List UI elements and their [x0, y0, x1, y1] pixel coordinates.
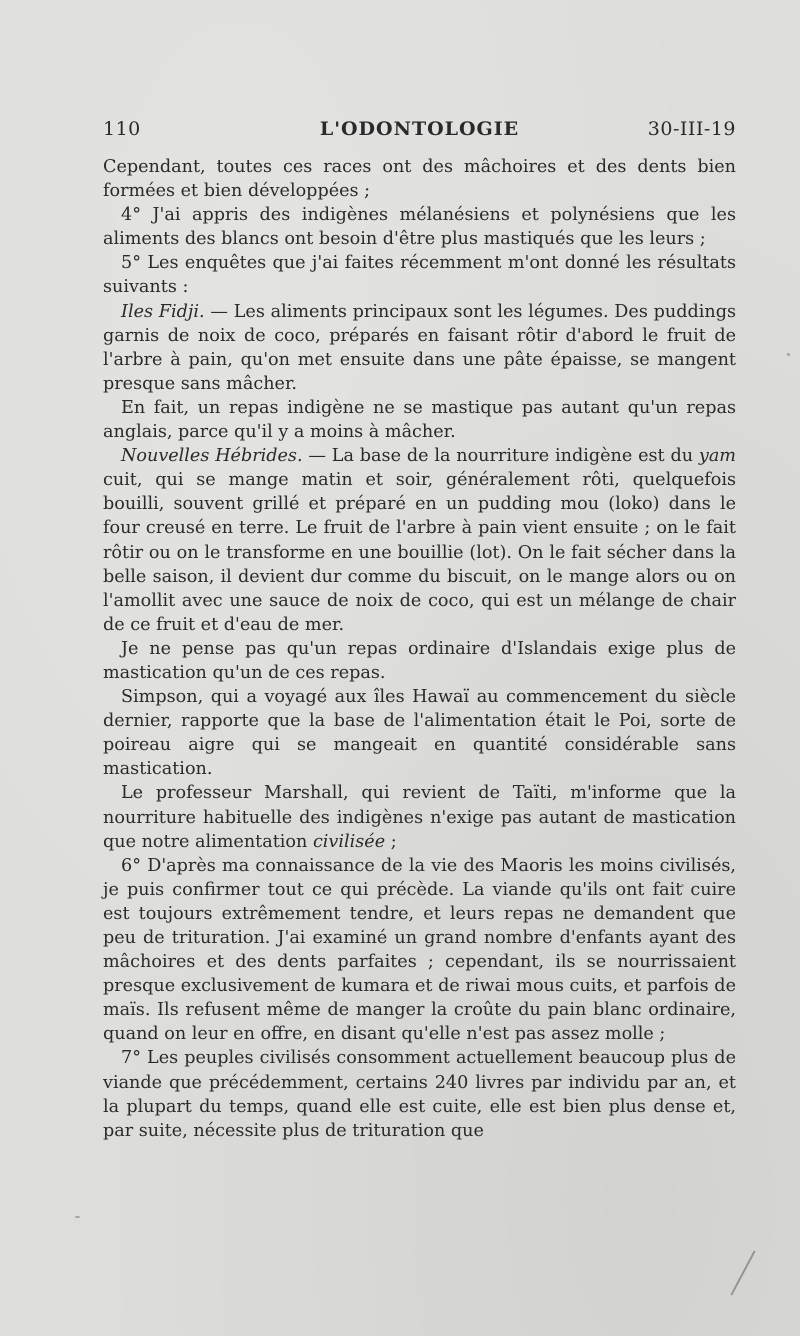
text-run: Cependant, toutes ces races ont des mâchoires et des dents bien formées et bien développées ; [103, 157, 736, 202]
body-text [103, 155, 736, 1143]
text-run: 7° Les peuples civilisés consomment actuellement beaucoup plus de viande que précédemment, certains 240 livres par individu par an, et la plupart du temps, quand elle est cuite, elle est bien plus dense et, par suite, nécessite plus de trituration que [103, 1048, 736, 1141]
paper-scratch [730, 1250, 755, 1295]
page-number: 110 [103, 118, 141, 140]
paragraph [103, 685, 736, 781]
paragraph [103, 444, 736, 637]
text-run: Simpson, qui a voyagé aux îles Hawaï au commencement du siècle dernier, rapporte que la base de l'alimentation était le Poi, sorte de poireau aigre qui se mangeait en quantité considérable sans mastication. [103, 687, 736, 780]
italic-text: Iles Fidji. [121, 301, 205, 322]
italic-text: yam [698, 446, 736, 467]
paragraph [103, 396, 736, 444]
paragraph [103, 781, 736, 853]
text-run: 4° J'ai appris des indigènes mélanésiens et polynésiens que les aliments des blancs ont besoin d'être plus mastiqués que les leurs ; [103, 205, 736, 250]
text-run: cuit, qui se mange matin et soir, généralement rôti, quelquefois bouilli, souvent grillé et préparé en un pudding mou (loko) dans le four creusé en terre. Le fruit de l'arbre à pain vient ensuite ; on le fait rôtir ou on le transforme en une bouillie (lot). On le fait sécher dans la belle saison, il devient dur comme du biscuit, on le mange alors ou on l'amollit avec une sauce de noix de coco, qui est un mélange de chair de ce fruit et d'eau de mer. [103, 470, 736, 635]
italic-text: civilisée [312, 831, 386, 852]
paragraph [103, 155, 736, 203]
text-run: — Les aliments principaux sont les légumes. Des puddings garnis de noix de coco, préparés en faisant rôtir d'abord le fruit de l'arbre à pain, qu'on met ensuite dans une pâte épaisse, se mangent presque sans mâcher. [103, 301, 736, 394]
paper-speck [75, 1216, 80, 1218]
text-run: En fait, un repas indigène ne se mastique pas autant qu'un repas anglais, parce qu'il y a moins à mâcher. [103, 397, 736, 443]
paragraph [103, 637, 736, 685]
text-run: — La base de la nourriture indigène est du [302, 446, 699, 467]
paragraph [103, 1046, 736, 1142]
paragraph [103, 854, 736, 1047]
journal-title: L'ODONTOLOGIE [319, 118, 520, 140]
paragraph [103, 203, 736, 251]
text-run: Je ne pense pas qu'un repas ordinaire d'Islandais exige plus de mastication qu'un de ces repas. [103, 638, 736, 683]
italic-text: Nouvelles Hébrides. [121, 446, 303, 467]
issue-date: 30-III-19 [647, 118, 736, 140]
running-header [103, 118, 736, 144]
paper-speck [681, 884, 684, 887]
text-run: ; [385, 831, 397, 852]
text-run: Le professeur Marshall, qui revient de Taïti, m'informe que la nourriture habituelle des indigènes n'exige pas autant de mastication que notre alimentation [103, 783, 736, 852]
text-run: 5° Les enquêtes que j'ai faites récemment m'ont donné les résultats suivants : [103, 253, 736, 298]
text-run: 6° D'après ma connaissance de la vie des Maoris les moins civilisés, je puis confirmer tout ce qui précède. La viande qu'ils ont fait cuire est toujours extrêmement tendre, et leurs repas ne demandent que peu de trituration. J'ai examiné un grand nombre d'enfants ayant des mâchoires et des dents parfaites ; cependant, ils se nourrissaient presque exclusivement de kumara et de riwai mous cuits, et parfois de maïs. Ils refusent même de manger la croûte du pain blanc ordinaire, quand on leur en offre, en disant qu'elle n'est pas assez molle ; [103, 855, 736, 1045]
paper-speck [787, 353, 790, 356]
paragraph [103, 251, 736, 299]
paragraph [103, 300, 736, 396]
